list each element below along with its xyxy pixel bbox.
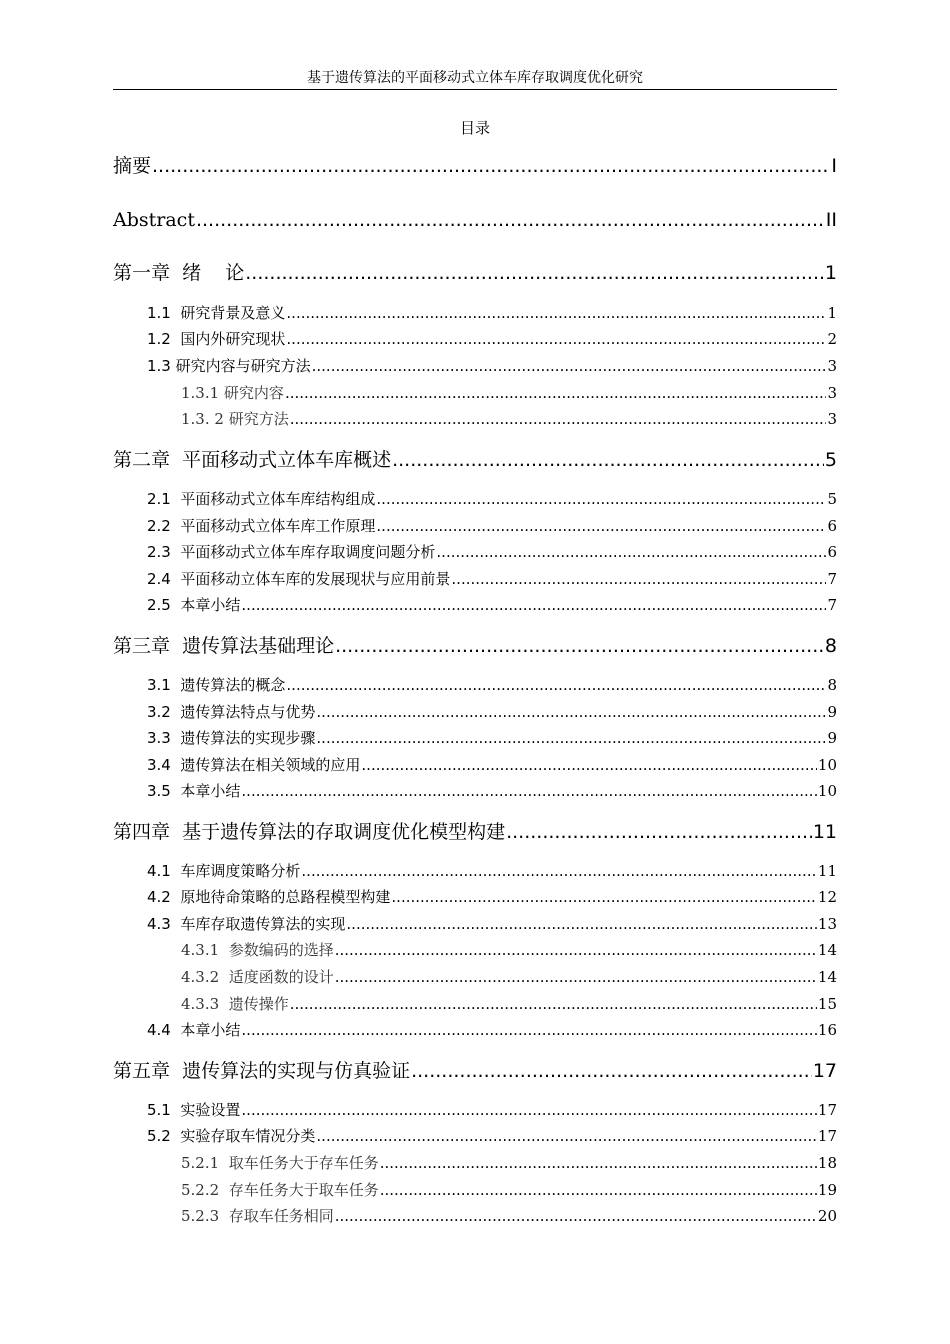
toc-entry-label: 3.2 遗传算法特点与优势 (147, 703, 316, 721)
dot-leader (312, 356, 827, 376)
toc-entry-label: 4.3.3 遗传操作 (181, 995, 289, 1013)
toc-entry-label: 5.2 实验存取车情况分类 (147, 1127, 316, 1145)
toc-entry-page: 10 (817, 782, 837, 800)
dot-leader (241, 1020, 817, 1040)
toc-entry-page: 5 (827, 490, 837, 508)
toc-entry-1-2[interactable] (147, 329, 837, 349)
toc-entry-page: 12 (817, 888, 837, 906)
toc-entry-label: 1.1 研究背景及意义 (147, 304, 286, 322)
toc-entry-1-3-2[interactable] (181, 409, 837, 429)
dot-leader (506, 819, 812, 845)
toc-entry-1-3-1[interactable] (181, 383, 837, 403)
toc-entry-label: 2.1 平面移动式立体车库结构组成 (147, 490, 376, 508)
dot-leader (391, 887, 817, 907)
toc-entry-5-2-1[interactable] (181, 1153, 837, 1173)
dot-leader (335, 967, 817, 987)
toc-entry-label: 4.4 本章小结 (147, 1021, 241, 1039)
dot-leader (290, 994, 817, 1014)
toc-entry-label: 4.3 车库存取遗传算法的实现 (147, 915, 346, 933)
toc-entry-label: 3.5 本章小结 (147, 782, 241, 800)
dot-leader (346, 914, 817, 934)
toc-entry-label: 1.3 研究内容与研究方法 (147, 357, 311, 375)
dot-leader (451, 569, 826, 589)
toc-entry-4-3-3[interactable] (181, 994, 837, 1014)
toc-entry-1-1[interactable] (147, 303, 837, 323)
dot-leader (436, 542, 826, 562)
toc-entry-page: II (825, 209, 837, 231)
toc-entry-page: I (831, 155, 837, 177)
toc-entry-page: 8 (824, 635, 837, 657)
toc-entry-page: 11 (812, 821, 837, 843)
toc-entry-page: 5 (824, 449, 837, 471)
dot-leader (380, 1180, 817, 1200)
toc-entry-page: 17 (812, 1060, 837, 1082)
toc-entry-label: 第三章 遗传算法基础理论 (113, 635, 335, 657)
toc-entry-label: 4.3.1 参数编码的选择 (181, 941, 334, 959)
dot-leader (361, 755, 817, 775)
toc-entry-page: 15 (817, 995, 837, 1013)
toc-entry-label: 4.3.2 适度函数的设计 (181, 968, 334, 986)
toc-entry-page: 6 (827, 517, 837, 535)
dot-leader (286, 303, 826, 323)
dot-leader (290, 409, 827, 429)
toc-entry-4-3-1[interactable] (181, 940, 837, 960)
toc-entry-chapter-3[interactable] (113, 633, 837, 659)
toc-entry-label: 摘要 (113, 155, 152, 177)
toc-entry-label: 5.2.2 存车任务大于取车任务 (181, 1181, 379, 1199)
dot-leader (376, 516, 826, 536)
dot-leader (286, 329, 826, 349)
toc-entry-chapter-1[interactable] (113, 260, 837, 286)
toc-entry-label: 2.4 平面移动立体车库的发展现状与应用前景 (147, 570, 451, 588)
dot-leader (196, 207, 825, 233)
toc-entry-abstract-en[interactable] (113, 207, 837, 233)
dot-leader (392, 447, 824, 473)
toc-entry-chapter-4[interactable] (113, 819, 837, 845)
toc-entry-label: 2.2 平面移动式立体车库工作原理 (147, 517, 376, 535)
toc-entry-label: 5.2.3 存取车任务相同 (181, 1207, 334, 1225)
toc-entry-label: Abstract (113, 209, 195, 231)
toc-entry-3-4[interactable] (147, 755, 837, 775)
dot-leader (245, 260, 824, 286)
toc-entry-page: 1 (827, 304, 837, 322)
toc-heading: 目录 (459, 119, 490, 137)
toc-entry-page: 19 (817, 1181, 837, 1199)
toc-entry-5-2[interactable] (147, 1126, 837, 1146)
toc-entry-page: 17 (817, 1101, 837, 1119)
toc-entry-page: 10 (817, 756, 837, 774)
toc-entry-2-4[interactable] (147, 569, 837, 589)
toc-entry-2-3[interactable] (147, 542, 837, 562)
toc-entry-page: 17 (817, 1127, 837, 1145)
dot-leader (316, 702, 826, 722)
toc-entry-3-2[interactable] (147, 702, 837, 722)
toc-entry-page: 7 (827, 570, 837, 588)
toc-entry-label: 3.4 遗传算法在相关领域的应用 (147, 756, 361, 774)
toc-entry-4-4[interactable] (147, 1020, 837, 1040)
dot-leader (316, 728, 826, 748)
dot-leader (241, 595, 826, 615)
toc-entry-5-2-2[interactable] (181, 1180, 837, 1200)
dot-leader (335, 1206, 817, 1226)
dot-leader (335, 940, 817, 960)
toc-entry-page: 3 (827, 357, 837, 375)
header-divider (113, 89, 837, 90)
toc-entry-4-2[interactable] (147, 887, 837, 907)
dot-leader (411, 1058, 812, 1084)
toc-entry-chapter-5[interactable] (113, 1058, 837, 1084)
dot-leader (376, 489, 826, 509)
toc-entry-label: 第五章 遗传算法的实现与仿真验证 (113, 1060, 411, 1082)
toc-entry-page: 8 (827, 676, 837, 694)
dot-leader (241, 781, 817, 801)
toc-entry-5-2-3[interactable] (181, 1206, 837, 1226)
toc-entry-3-3[interactable] (147, 728, 837, 748)
toc-entry-abstract-cn[interactable] (113, 153, 837, 179)
toc-entry-2-2[interactable] (147, 516, 837, 536)
toc-entry-label: 第一章 绪 论 (113, 262, 245, 284)
toc-entry-label: 3.1 遗传算法的概念 (147, 676, 286, 694)
toc-entry-page: 9 (827, 703, 837, 721)
toc-entry-label: 1.3. 2 研究方法 (181, 410, 289, 428)
dot-leader (335, 633, 824, 659)
dot-leader (286, 675, 826, 695)
toc-entry-4-3-2[interactable] (181, 967, 837, 987)
toc-entry-page: 9 (827, 729, 837, 747)
toc-entry-page: 2 (827, 330, 837, 348)
toc-entry-label: 第四章 基于遗传算法的存取调度优化模型构建 (113, 821, 506, 843)
toc-entry-label: 4.2 原地待命策略的总路程模型构建 (147, 888, 391, 906)
dot-leader (316, 1126, 817, 1146)
toc-entry-page: 14 (817, 941, 837, 959)
dot-leader (301, 861, 817, 881)
dot-leader (241, 1100, 817, 1120)
toc-entry-label: 3.3 遗传算法的实现步骤 (147, 729, 316, 747)
dot-leader (285, 383, 827, 403)
toc-entry-label: 1.2 国内外研究现状 (147, 330, 286, 348)
toc-entry-page: 7 (827, 596, 837, 614)
toc-entry-1-3[interactable] (147, 356, 837, 376)
dot-leader (380, 1153, 817, 1173)
toc-entry-label: 1.3.1 研究内容 (181, 384, 284, 402)
toc-entry-2-1[interactable] (147, 489, 837, 509)
toc-entry-page: 11 (817, 862, 837, 880)
toc-entry-chapter-2[interactable] (113, 447, 837, 473)
toc-entry-page: 1 (824, 262, 837, 284)
toc-entry-page: 6 (827, 543, 837, 561)
toc-entry-label: 2.5 本章小结 (147, 596, 241, 614)
toc-entry-page: 3 (827, 384, 837, 402)
toc-entry-label: 5.2.1 取车任务大于存车任务 (181, 1154, 379, 1172)
toc-entry-label: 4.1 车库调度策略分析 (147, 862, 301, 880)
toc-entry-2-5[interactable] (147, 595, 837, 615)
toc-entry-page: 18 (817, 1154, 837, 1172)
toc-entry-page: 20 (817, 1207, 837, 1225)
toc-entry-4-1[interactable] (147, 861, 837, 881)
toc-entry-4-3[interactable] (147, 914, 837, 934)
dot-leader (152, 153, 830, 179)
page-header-title: 基于遗传算法的平面移动式立体车库存取调度优化研究 (307, 70, 643, 86)
toc-entry-5-1[interactable] (147, 1100, 837, 1120)
toc-entry-page: 16 (817, 1021, 837, 1039)
toc-entry-label: 5.1 实验设置 (147, 1101, 241, 1119)
toc-entry-label: 2.3 平面移动式立体车库存取调度问题分析 (147, 543, 436, 561)
toc-entry-3-1[interactable] (147, 675, 837, 695)
toc-entry-page: 3 (827, 410, 837, 428)
toc-entry-page: 14 (817, 968, 837, 986)
toc-entry-3-5[interactable] (147, 781, 837, 801)
toc-entry-page: 13 (817, 915, 837, 933)
toc-entry-label: 第二章 平面移动式立体车库概述 (113, 449, 392, 471)
